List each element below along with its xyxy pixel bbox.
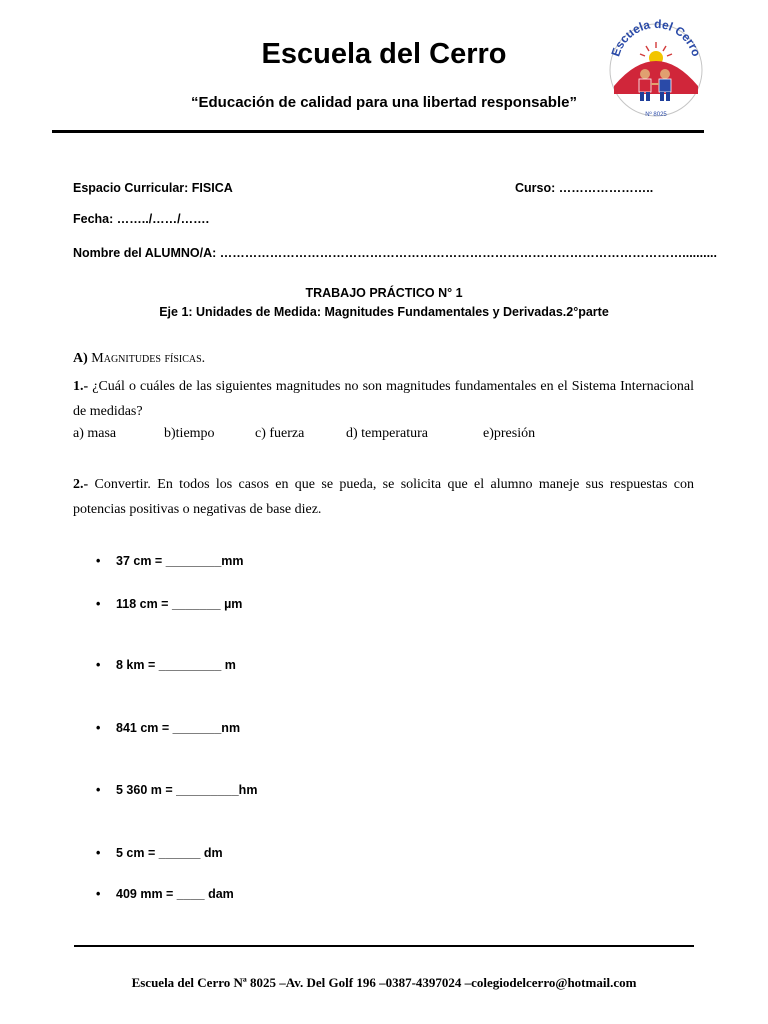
subject-field: Espacio Curricular: FISICA — [73, 181, 233, 195]
school-logo-graphic — [608, 14, 704, 126]
section-a-letter: A) — [73, 351, 88, 366]
course-field: Curso: ………………….. — [515, 181, 654, 195]
conversion-text: 409 mm = ____ dam — [116, 887, 234, 901]
bullet-icon: • — [96, 554, 101, 568]
school-name: Escuela del Cerro — [261, 38, 507, 70]
conversion-text: 841 cm = _______nm — [116, 721, 241, 735]
conversion-item — [96, 658, 236, 672]
conversion-item — [96, 846, 223, 860]
school-logo — [608, 14, 704, 126]
assignment-axis: Eje 1: Unidades de Medida: Magnitudes Fundamentales y Derivadas.2°parte — [159, 305, 609, 319]
date-field: Fecha: ……../……/……. — [73, 212, 210, 226]
logo-number: Nº 8025 — [645, 112, 667, 118]
conversion-item — [96, 597, 242, 611]
section-a-title: Magnitudes físicas. — [91, 351, 206, 366]
option-c: c) fuerza — [255, 426, 305, 441]
question-1 — [73, 374, 694, 424]
assignment-title: TRABAJO PRÁCTICO N° 1 — [305, 286, 463, 300]
conversion-text: 8 km = _________ m — [116, 658, 236, 672]
header-divider — [52, 130, 704, 133]
bullet-icon: • — [96, 658, 101, 672]
bullet-icon: • — [96, 846, 101, 860]
conversion-item — [96, 554, 244, 568]
conversion-text: 118 cm = _______ µm — [116, 597, 243, 611]
conversion-text: 5 360 m = _________hm — [116, 783, 258, 797]
logo-arc-text: Escuela del Cerro — [608, 16, 704, 59]
question-1-text: ¿Cuál o cuáles de las siguientes magnitudes no son magnitudes fundamentales en el Sistema Internacional de medidas? — [73, 379, 694, 419]
school-motto: “Educación de calidad para una libertad responsable” — [191, 94, 577, 111]
section-a-heading — [73, 351, 205, 367]
question-2-text: Convertir. En todos los casos en que se pueda, se solicita que el alumno maneje sus respuestas con potencias positivas o negativas de base diez. — [73, 477, 694, 517]
option-b: b)tiempo — [164, 426, 215, 441]
bullet-icon: • — [96, 887, 101, 901]
question-1-number: 1.- — [73, 379, 89, 394]
bullet-icon: • — [96, 721, 101, 735]
question-2-number: 2.- — [73, 477, 89, 492]
option-a: a) masa — [73, 426, 117, 441]
option-d: d) temperatura — [346, 426, 429, 441]
conversion-item — [96, 887, 234, 901]
bullet-icon: • — [96, 597, 101, 611]
footer-contact: Escuela del Cerro Nª 8025 –Av. Del Golf 196 –0387-4397024 –colegiodelcerro@hotmail.com — [131, 975, 637, 990]
question-1-options — [73, 426, 694, 446]
conversion-text: 37 cm = ________mm — [116, 554, 244, 568]
footer-divider — [74, 945, 694, 947]
conversion-item — [96, 721, 240, 735]
question-2 — [73, 472, 694, 522]
option-e: e)presión — [483, 426, 536, 441]
bullet-icon: • — [96, 783, 101, 797]
conversion-item — [96, 783, 257, 797]
conversion-text: 5 cm = ______ dm — [116, 846, 223, 860]
student-name-field: Nombre del ALUMNO/A: ………………………………………………………………………………………………….......... — [73, 246, 717, 260]
